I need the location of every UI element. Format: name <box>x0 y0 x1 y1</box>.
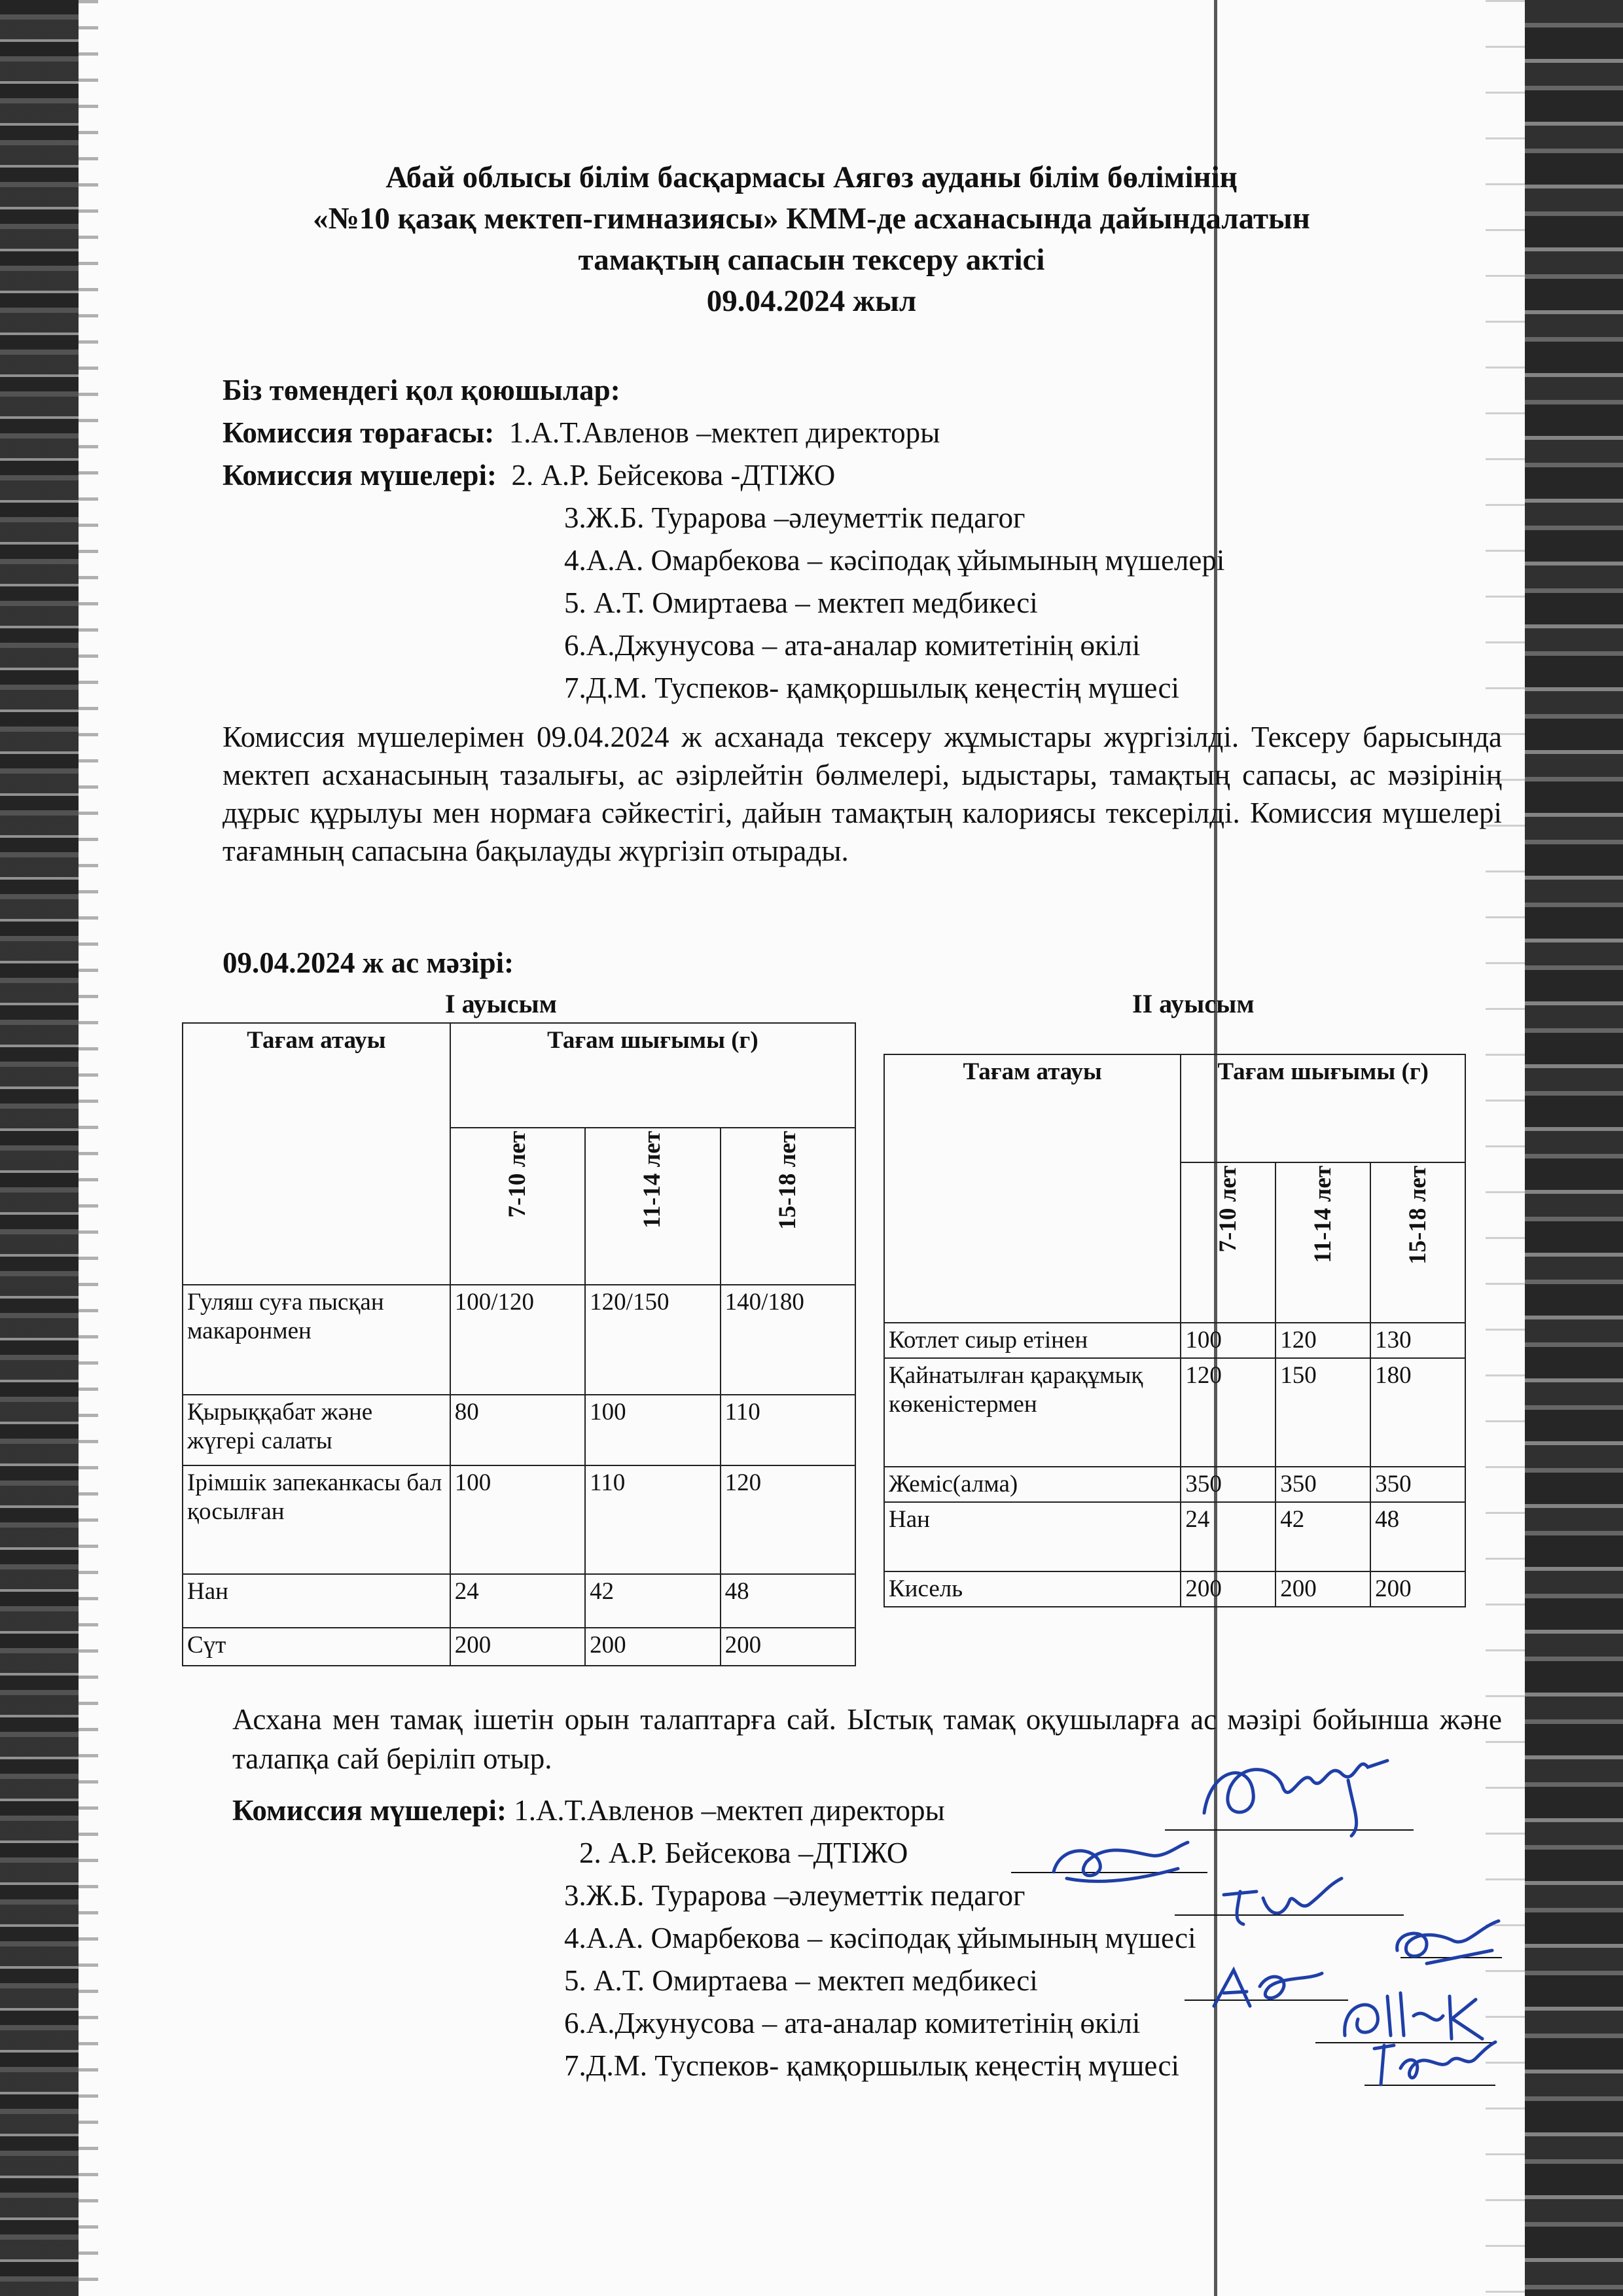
portion-value: 200 <box>1275 1571 1370 1607</box>
member-7: 7.Д.М. Туспеков- қамқоршылық кеңестің мүшесі <box>564 672 1179 704</box>
portion-value: 120 <box>1181 1358 1275 1467</box>
dish-name: Сүт <box>183 1628 450 1666</box>
dish-name: Нан <box>884 1502 1181 1571</box>
member-4: 4.А.А. Омарбекова – кәсіподақ ұйымының мүшелері <box>564 544 1225 577</box>
handwritten-signature-2 <box>1047 1833 1191 1892</box>
handwritten-signature-1 <box>1191 1741 1414 1839</box>
signatory-2: 2. А.Р. Бейсекова –ДТІЖО <box>579 1837 908 1869</box>
portion-value: 100 <box>450 1465 585 1574</box>
shift-2-age-3: 15-18 лет <box>1370 1162 1465 1323</box>
document-title <box>196 157 1427 322</box>
portion-value: 350 <box>1275 1467 1370 1502</box>
table-row <box>884 1571 1465 1607</box>
portion-value: 42 <box>1275 1502 1370 1571</box>
portion-value: 48 <box>721 1574 855 1628</box>
portion-value: 42 <box>585 1574 720 1628</box>
signature-row-1 <box>232 1793 945 1827</box>
shift-2-label: ІІ ауысым <box>1132 989 1255 1018</box>
shift-1-age-1: 7-10 лет <box>450 1128 585 1285</box>
chair-label: Комиссия төрағасы: <box>223 416 495 449</box>
chair-name: 1.А.Т.Авленов –мектеп директоры <box>508 416 940 449</box>
chair-row <box>223 416 940 450</box>
portion-value: 48 <box>1370 1502 1465 1571</box>
shift-2-col-name: Тағам атауы <box>884 1054 1181 1323</box>
dish-name: Котлет сиыр етінен <box>884 1323 1181 1358</box>
member-3: 3.Ж.Б. Турарова –әлеуметтік педагог <box>564 501 1026 534</box>
member-2: 2. А.Р. Бейсекова -ДТІЖО <box>511 459 836 492</box>
table-row <box>183 1628 855 1666</box>
portion-value: 200 <box>1181 1571 1275 1607</box>
handwritten-signature-5 <box>1204 1960 1329 2019</box>
shift-2-age-1: 7-10 лет <box>1181 1162 1275 1323</box>
portion-value: 180 <box>1370 1358 1465 1467</box>
table-row <box>884 1467 1465 1502</box>
table-row <box>183 1465 855 1574</box>
shift-2-menu-table <box>883 1054 1466 1607</box>
shift-1-age-3: 15-18 лет <box>721 1128 855 1285</box>
dish-name: Қырыққабат және жүгері салаты <box>183 1395 450 1465</box>
portion-value: 150 <box>1275 1358 1370 1467</box>
undersigned-heading: Біз төмендегі қол қоюшылар: <box>223 374 620 406</box>
signatory-7: 7.Д.М. Туспеков- қамқоршылық кеңестің мүшесі <box>564 2049 1179 2082</box>
shift-1-col-name: Тағам атауы <box>183 1023 450 1285</box>
menu-title: 09.04.2024 ж ас мәзірі: <box>223 946 514 979</box>
portion-value: 24 <box>1181 1502 1275 1571</box>
table-row <box>884 1502 1465 1571</box>
portion-value: 110 <box>721 1395 855 1465</box>
handwritten-signature-7 <box>1368 2036 1499 2094</box>
dish-name: Кисель <box>884 1571 1181 1607</box>
portion-value: 200 <box>450 1628 585 1666</box>
handwritten-signature-4 <box>1387 1914 1505 1973</box>
portion-value: 110 <box>585 1465 720 1574</box>
portion-value: 24 <box>450 1574 585 1628</box>
signatory-5: 5. А.Т. Омиртаева – мектеп медбикесі <box>564 1964 1038 1997</box>
portion-value: 350 <box>1370 1467 1465 1502</box>
table-row <box>884 1323 1465 1358</box>
signatory-3: 3.Ж.Б. Турарова –әлеуметтік педагог <box>564 1879 1026 1912</box>
portion-value: 120/150 <box>585 1285 720 1395</box>
table-row <box>183 1285 855 1395</box>
portion-value: 100 <box>1181 1323 1275 1358</box>
shift-2-col-output: Тағам шығымы (г) <box>1181 1054 1465 1162</box>
shift-2-age-2: 11-14 лет <box>1275 1162 1370 1323</box>
table-row <box>884 1358 1465 1467</box>
dish-name: Ірімшік запеканкасы бал қосылған <box>183 1465 450 1574</box>
handwritten-signature-3 <box>1217 1872 1348 1931</box>
portion-value: 200 <box>1370 1571 1465 1607</box>
portion-value: 350 <box>1181 1467 1275 1502</box>
title-line-3: тамақтың сапасын тексеру актісі <box>578 243 1045 277</box>
portion-value: 140/180 <box>721 1285 855 1395</box>
signatures-label: Комиссия мүшелері: <box>232 1794 507 1827</box>
portion-value: 120 <box>1275 1323 1370 1358</box>
title-line-1: Абай облысы білім басқармасы Аягөз ауданы білім бөлімінің <box>385 160 1238 194</box>
portion-value: 100 <box>585 1395 720 1465</box>
title-date: 09.04.2024 жыл <box>706 284 917 318</box>
members-row <box>223 458 835 492</box>
dish-name: Нан <box>183 1574 450 1628</box>
portion-value: 130 <box>1370 1323 1465 1358</box>
portion-value: 80 <box>450 1395 585 1465</box>
signatory-4: 4.А.А. Омарбекова – кәсіподақ ұйымының мүшесі <box>564 1922 1196 1954</box>
shift-1-menu-table <box>182 1022 856 1666</box>
shift-1-col-output: Тағам шығымы (г) <box>450 1023 855 1128</box>
title-line-2: «№10 қазақ мектеп-гимназиясы» КММ-де асханасында дайындалатын <box>313 202 1310 236</box>
signatory-1: 1.А.Т.Авленов –мектеп директоры <box>514 1794 945 1827</box>
table-row <box>183 1395 855 1465</box>
shift-1-age-2: 11-14 лет <box>585 1128 720 1285</box>
inspection-paragraph: Комиссия мүшелерімен 09.04.2024 ж асханада тексеру жұмыстары жүргізілді. Тексеру барысында мектеп асханасының тазалығы, ас әзірлейтін бөлмелері, ыдыстары, тамақтың сапасы, ас мәзірінің дұрыс құрылуы мен нормаға сәйкестігі, дайын тамақтың калориясы тексерілді. Комиссия мүшелері тағамның сапасына бақылауды жүргізіп отырады. <box>223 721 1502 867</box>
dish-name: Жеміс(алма) <box>884 1467 1181 1502</box>
conclusion-paragraph: Асхана мен тамақ ішетін орын талаптарға сай. Ыстық тамақ оқушыларға ас мәзірі бойынша және талапқа сай беріліп отыр. <box>232 1703 1502 1775</box>
member-6: 6.А.Джунусова – ата-аналар комитетінің өкілі <box>564 629 1141 662</box>
portion-value: 100/120 <box>450 1285 585 1395</box>
table-row <box>183 1574 855 1628</box>
members-label: Комиссия мүшелері: <box>223 459 497 492</box>
member-5: 5. А.Т. Омиртаева – мектеп медбикесі <box>564 586 1038 619</box>
dish-name: Гуляш суға пысқан макаронмен <box>183 1285 450 1395</box>
shift-1-label: І ауысым <box>445 989 557 1018</box>
dish-name: Қайнатылған қарақұмық көкеністермен <box>884 1358 1181 1467</box>
portion-value: 120 <box>721 1465 855 1574</box>
signatory-6: 6.А.Джунусова – ата-аналар комитетінің өкілі <box>564 2007 1141 2039</box>
portion-value: 200 <box>721 1628 855 1666</box>
portion-value: 200 <box>585 1628 720 1666</box>
